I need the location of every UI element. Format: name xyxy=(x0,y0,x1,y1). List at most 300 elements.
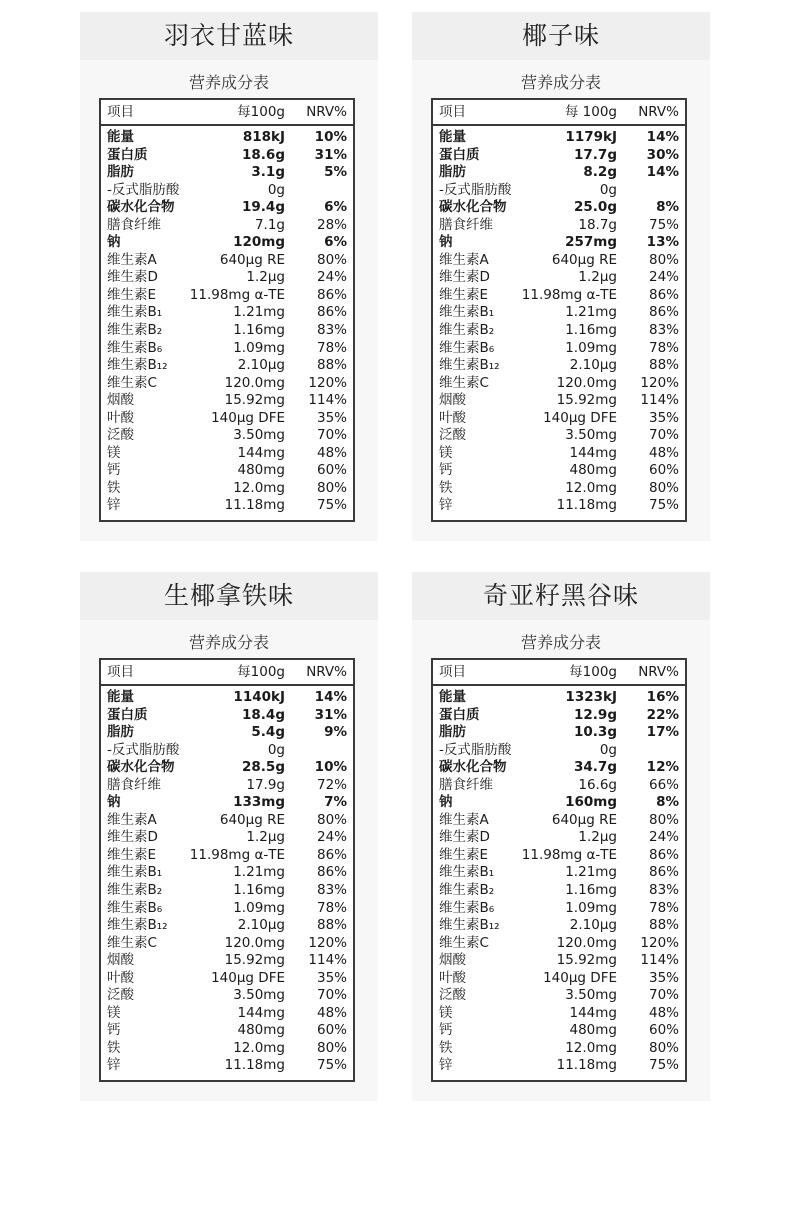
nutrient-amount: 1.21mg xyxy=(233,864,285,881)
table-row xyxy=(439,864,679,882)
nutrient-nrv: 80% xyxy=(648,251,679,268)
nutrient-nrv: 31% xyxy=(314,146,347,163)
nutrient-amount: 2.10μg xyxy=(569,917,617,934)
nutrient-name: 烟酸 xyxy=(107,392,134,409)
nutrient-amount: 18.6g xyxy=(242,146,285,163)
header-per100g: 每100g xyxy=(569,664,617,680)
table-caption: 营养成分表 xyxy=(520,633,601,652)
nutrient-nrv: 88% xyxy=(648,917,679,934)
table-row xyxy=(107,269,347,287)
nutrient-name: 脂肪 xyxy=(439,724,466,741)
nutrient-nrv: 35% xyxy=(316,409,347,426)
nutrient-nrv: 6% xyxy=(324,234,347,251)
table-row xyxy=(439,480,679,498)
table-row xyxy=(439,287,679,305)
nutrient-name: 铁 xyxy=(439,1039,453,1056)
nutrient-name: 铁 xyxy=(439,479,453,496)
nutrient-nrv: 120% xyxy=(308,934,347,951)
nutrient-name: 锌 xyxy=(107,1057,121,1074)
nutrient-amount: 1.21mg xyxy=(565,864,617,881)
header-per100g: 每 100g xyxy=(564,104,617,120)
nutrient-name: 泛酸 xyxy=(439,987,466,1004)
nutrition-table xyxy=(99,98,355,522)
nutrient-amount: 1.16mg xyxy=(565,882,617,899)
nutrient-nrv: 78% xyxy=(316,899,347,916)
nutrient-nrv: 35% xyxy=(316,969,347,986)
nutrient-amount: 12.0mg xyxy=(233,479,285,496)
nutrient-name: 膳食纤维 xyxy=(107,216,161,233)
nutrient-nrv: 24% xyxy=(316,269,347,286)
table-row xyxy=(439,304,679,322)
nutrition-table xyxy=(431,98,687,522)
nutrient-amount: 28.5g xyxy=(242,759,285,776)
nutrient-amount: 480mg xyxy=(569,462,617,479)
nutrient-name: 维生素D xyxy=(439,829,490,846)
nutrient-nrv: 5% xyxy=(324,164,347,181)
nutrient-nrv: 10% xyxy=(314,129,347,145)
table-row xyxy=(107,970,347,988)
nutrient-name: 钠 xyxy=(107,794,121,811)
table-row xyxy=(439,882,679,900)
nutrient-amount: 480mg xyxy=(569,1022,617,1039)
table-body xyxy=(433,126,685,515)
table-row xyxy=(439,129,679,147)
nutrient-name: 维生素E xyxy=(107,846,157,863)
nutrient-nrv: 60% xyxy=(648,462,679,479)
nutrient-name: 碳水化合物 xyxy=(107,199,175,216)
table-row xyxy=(439,322,679,340)
nutrient-name: 维生素D xyxy=(107,269,158,286)
nutrient-name: 钠 xyxy=(439,794,453,811)
nutrient-nrv: 31% xyxy=(314,706,347,723)
nutrient-name: 蛋白质 xyxy=(439,146,480,163)
nutrient-nrv: 83% xyxy=(648,322,679,339)
table-row xyxy=(107,1040,347,1058)
nutrient-name: 烟酸 xyxy=(439,392,466,409)
table-row xyxy=(107,1022,347,1040)
table-row xyxy=(107,935,347,953)
table-row xyxy=(107,322,347,340)
nutrient-nrv: 48% xyxy=(316,1004,347,1021)
nutrient-amount: 16.6g xyxy=(578,776,617,793)
table-row xyxy=(439,970,679,988)
nutrient-nrv: 8% xyxy=(656,794,679,811)
nutrient-name: 能量 xyxy=(439,689,466,705)
header-per100g: 每100g xyxy=(237,664,285,680)
nutrient-amount: 640μg RE xyxy=(219,811,285,828)
nutrient-nrv: 60% xyxy=(648,1022,679,1039)
nutrient-name: 维生素B₆ xyxy=(107,899,163,916)
table-row xyxy=(107,952,347,970)
nutrient-name: 维生素C xyxy=(107,934,157,951)
nutrient-name: 脂肪 xyxy=(107,164,134,181)
nutrient-amount: 8.2g xyxy=(583,164,617,181)
table-row xyxy=(439,1040,679,1058)
nutrient-nrv: 120% xyxy=(308,374,347,391)
nutrient-nrv xyxy=(617,742,679,760)
nutrient-amount: 3.50mg xyxy=(565,427,617,444)
nutrient-nrv: 80% xyxy=(316,811,347,828)
nutrient-amount: 1140kJ xyxy=(233,689,285,705)
nutrient-amount: 133mg xyxy=(233,794,285,811)
table-row xyxy=(107,217,347,235)
card-body xyxy=(80,60,378,541)
nutrient-nrv xyxy=(285,742,347,760)
nutrient-nrv: 60% xyxy=(316,462,347,479)
nutrient-nrv: 22% xyxy=(646,706,679,723)
nutrient-name: 维生素C xyxy=(439,934,489,951)
nutrient-name: 维生素A xyxy=(439,811,489,828)
nutrient-amount: 1.21mg xyxy=(565,304,617,321)
nutrient-amount: 140μg DFE xyxy=(543,409,617,426)
nutrient-nrv: 75% xyxy=(648,216,679,233)
nutrient-amount: 12.0mg xyxy=(565,479,617,496)
table-row xyxy=(439,777,679,795)
table-caption: 营养成分表 xyxy=(188,633,269,652)
nutrient-name: 镁 xyxy=(107,444,121,461)
card-body xyxy=(412,60,710,541)
nutrient-amount: 19.4g xyxy=(242,199,285,216)
nutrient-nrv: 86% xyxy=(316,864,347,881)
nutrient-amount: 1.09mg xyxy=(233,339,285,356)
nutrient-amount: 1179kJ xyxy=(565,129,617,145)
nutrient-nrv: 75% xyxy=(648,1057,679,1074)
nutrient-nrv: 80% xyxy=(316,251,347,268)
nutrient-nrv: 83% xyxy=(648,882,679,899)
nutrient-name: 维生素C xyxy=(439,374,489,391)
nutrient-name: 叶酸 xyxy=(107,969,134,986)
table-row xyxy=(107,287,347,305)
nutrient-nrv: 86% xyxy=(648,304,679,321)
table-row xyxy=(107,410,347,428)
table-row xyxy=(107,497,347,515)
flavor-card xyxy=(412,12,710,541)
nutrient-name: 维生素B₆ xyxy=(439,339,495,356)
nutrient-name: 维生素A xyxy=(107,251,157,268)
nutrient-name: 维生素B₆ xyxy=(439,899,495,916)
nutrient-nrv: 13% xyxy=(646,234,679,251)
nutrient-name: 蛋白质 xyxy=(107,706,148,723)
nutrient-amount: 480mg xyxy=(237,462,285,479)
table-row xyxy=(439,1005,679,1023)
nutrient-nrv: 16% xyxy=(646,689,679,705)
nutrient-nrv: 48% xyxy=(648,1004,679,1021)
nutrient-name: -反式脂肪酸 xyxy=(107,181,180,198)
header-nrv: NRV% xyxy=(638,104,679,120)
nutrient-nrv: 14% xyxy=(646,164,679,181)
table-row xyxy=(107,304,347,322)
nutrient-nrv: 86% xyxy=(316,286,347,303)
nutrient-amount: 18.7g xyxy=(578,216,617,233)
nutrient-amount: 0g xyxy=(267,181,285,198)
nutrient-name: 碳水化合物 xyxy=(439,759,507,776)
nutrient-name: 维生素A xyxy=(107,811,157,828)
nutrient-name: 泛酸 xyxy=(107,987,134,1004)
table-caption: 营养成分表 xyxy=(188,73,269,92)
nutrient-amount: 144mg xyxy=(237,1004,285,1021)
nutrient-name: 膳食纤维 xyxy=(439,216,493,233)
table-row xyxy=(439,742,679,760)
nutrient-nrv: 35% xyxy=(648,409,679,426)
nutrient-name: 维生素B₁ xyxy=(107,304,163,321)
table-row xyxy=(439,340,679,358)
nutrient-amount: 15.92mg xyxy=(224,392,285,409)
nutrient-name: 脂肪 xyxy=(107,724,134,741)
card-body xyxy=(80,620,378,1101)
nutrient-amount: 480mg xyxy=(237,1022,285,1039)
nutrient-name: 叶酸 xyxy=(439,969,466,986)
table-row xyxy=(439,987,679,1005)
nutrient-name: 维生素B₁ xyxy=(439,864,495,881)
nutrient-name: -反式脂肪酸 xyxy=(439,181,512,198)
table-header xyxy=(433,660,685,686)
nutrient-amount: 12.0mg xyxy=(565,1039,617,1056)
nutrient-nrv: 24% xyxy=(648,829,679,846)
table-row xyxy=(107,340,347,358)
nutrient-amount: 1.2μg xyxy=(578,269,617,286)
table-row xyxy=(107,882,347,900)
table-row xyxy=(439,847,679,865)
nutrient-name: 维生素E xyxy=(107,286,157,303)
nutrient-amount: 1.16mg xyxy=(233,322,285,339)
nutrient-name: 烟酸 xyxy=(107,952,134,969)
header-nrv: NRV% xyxy=(306,104,347,120)
table-row xyxy=(439,164,679,182)
table-body xyxy=(101,686,353,1075)
nutrient-nrv xyxy=(285,182,347,200)
nutrient-nrv: 114% xyxy=(308,952,347,969)
table-row xyxy=(107,375,347,393)
table-row xyxy=(439,199,679,217)
nutrient-amount: 10.3g xyxy=(574,724,617,741)
header-per100g: 每100g xyxy=(237,104,285,120)
nutrient-nrv: 88% xyxy=(316,917,347,934)
nutrient-amount: 11.18mg xyxy=(556,1057,617,1074)
table-row xyxy=(107,987,347,1005)
table-row xyxy=(107,1057,347,1075)
nutrient-amount: 15.92mg xyxy=(224,952,285,969)
flavor-card xyxy=(80,12,378,541)
nutrient-name: 维生素D xyxy=(107,829,158,846)
nutrient-name: 维生素C xyxy=(107,374,157,391)
nutrient-amount: 3.50mg xyxy=(565,987,617,1004)
nutrient-amount: 15.92mg xyxy=(556,392,617,409)
flavor-title: 生椰拿铁味 xyxy=(80,572,378,620)
nutrient-amount: 2.10μg xyxy=(237,357,285,374)
nutrient-amount: 17.9g xyxy=(246,776,285,793)
table-row xyxy=(107,252,347,270)
nutrient-nrv: 86% xyxy=(316,846,347,863)
nutrient-nrv: 48% xyxy=(316,444,347,461)
table-row xyxy=(107,847,347,865)
nutrient-name: 叶酸 xyxy=(439,409,466,426)
nutrient-name: 脂肪 xyxy=(439,164,466,181)
nutrient-nrv: 72% xyxy=(316,776,347,793)
nutrient-amount: 7.1g xyxy=(254,216,285,233)
nutrient-amount: 144mg xyxy=(569,444,617,461)
nutrient-name: 烟酸 xyxy=(439,952,466,969)
table-row xyxy=(107,462,347,480)
nutrient-nrv: 28% xyxy=(316,216,347,233)
table-row xyxy=(439,462,679,480)
nutrient-amount: 2.10μg xyxy=(237,917,285,934)
nutrient-nrv: 83% xyxy=(316,882,347,899)
nutrient-name: 维生素B₆ xyxy=(107,339,163,356)
nutrient-amount: 25.0g xyxy=(574,199,617,216)
nutrient-name: 膳食纤维 xyxy=(439,776,493,793)
nutrient-nrv: 14% xyxy=(314,689,347,705)
nutrient-name: 铁 xyxy=(107,1039,121,1056)
table-row xyxy=(439,707,679,725)
nutrient-name: 碳水化合物 xyxy=(107,759,175,776)
nutrient-nrv: 70% xyxy=(316,427,347,444)
nutrient-amount: 11.18mg xyxy=(556,497,617,514)
nutrient-amount: 1.2μg xyxy=(246,829,285,846)
table-row xyxy=(439,689,679,707)
nutrient-amount: 120mg xyxy=(233,234,285,251)
table-row xyxy=(439,1057,679,1075)
nutrient-amount: 640μg RE xyxy=(551,811,617,828)
flavor-title: 奇亚籽黑谷味 xyxy=(412,572,710,620)
nutrient-amount: 11.98mg α-TE xyxy=(189,846,285,863)
header-item: 项目 xyxy=(107,104,134,120)
nutrient-name: 镁 xyxy=(107,1004,121,1021)
nutrient-name: -反式脂肪酸 xyxy=(107,741,180,758)
nutrient-amount: 818kJ xyxy=(242,129,285,145)
nutrient-amount: 0g xyxy=(599,741,617,758)
nutrient-amount: 144mg xyxy=(237,444,285,461)
nutrient-amount: 140μg DFE xyxy=(543,969,617,986)
nutrient-name: 蛋白质 xyxy=(107,146,148,163)
nutrient-name: 钙 xyxy=(107,462,121,479)
nutrient-nrv: 114% xyxy=(640,952,679,969)
nutrient-name: 钙 xyxy=(439,462,453,479)
nutrient-nrv: 17% xyxy=(646,724,679,741)
table-row xyxy=(107,164,347,182)
nutrient-amount: 140μg DFE xyxy=(211,969,285,986)
nutrient-name: 蛋白质 xyxy=(439,706,480,723)
table-row xyxy=(107,427,347,445)
table-row xyxy=(107,147,347,165)
nutrient-amount: 144mg xyxy=(569,1004,617,1021)
table-row xyxy=(439,952,679,970)
nutrient-nrv: 8% xyxy=(656,199,679,216)
nutrient-name: 锌 xyxy=(439,1057,453,1074)
card-body xyxy=(412,620,710,1101)
table-body xyxy=(433,686,685,1075)
nutrient-name: 维生素D xyxy=(439,269,490,286)
nutrient-name: 钠 xyxy=(107,234,121,251)
nutrient-name: 能量 xyxy=(107,689,134,705)
nutrient-name: 钠 xyxy=(439,234,453,251)
table-row xyxy=(107,794,347,812)
nutrient-nrv: 83% xyxy=(316,322,347,339)
table-row xyxy=(439,269,679,287)
nutrient-name: 维生素B₂ xyxy=(107,322,163,339)
nutrient-nrv: 86% xyxy=(648,864,679,881)
nutrient-name: 镁 xyxy=(439,1004,453,1021)
nutrient-name: 维生素B₁ xyxy=(107,864,163,881)
nutrient-amount: 17.7g xyxy=(574,146,617,163)
table-row xyxy=(439,410,679,428)
table-row xyxy=(439,427,679,445)
nutrient-nrv: 35% xyxy=(648,969,679,986)
header-item: 项目 xyxy=(439,104,466,120)
table-row xyxy=(107,234,347,252)
table-header xyxy=(433,100,685,126)
nutrient-name: 维生素B₂ xyxy=(439,882,495,899)
flavor-card xyxy=(412,572,710,1101)
nutrient-nrv: 80% xyxy=(648,479,679,496)
nutrient-amount: 3.1g xyxy=(251,164,285,181)
table-row xyxy=(107,182,347,200)
nutrient-nrv: 80% xyxy=(648,811,679,828)
nutrient-name: 膳食纤维 xyxy=(107,776,161,793)
nutrient-nrv: 114% xyxy=(640,392,679,409)
table-row xyxy=(107,707,347,725)
nutrient-amount: 5.4g xyxy=(251,724,285,741)
nutrient-amount: 15.92mg xyxy=(556,952,617,969)
table-row xyxy=(107,724,347,742)
header-item: 项目 xyxy=(439,664,466,680)
table-row xyxy=(107,829,347,847)
nutrient-nrv xyxy=(617,182,679,200)
nutrient-amount: 1323kJ xyxy=(565,689,617,705)
nutrient-nrv: 10% xyxy=(314,759,347,776)
table-row xyxy=(439,234,679,252)
nutrient-amount: 11.18mg xyxy=(224,1057,285,1074)
table-row xyxy=(439,182,679,200)
nutrient-amount: 1.16mg xyxy=(233,882,285,899)
nutrient-name: 钙 xyxy=(107,1022,121,1039)
nutrient-nrv: 78% xyxy=(648,339,679,356)
nutrient-name: 泛酸 xyxy=(107,427,134,444)
nutrient-amount: 1.2μg xyxy=(246,269,285,286)
flavor-card xyxy=(80,572,378,1101)
nutrient-nrv: 120% xyxy=(640,374,679,391)
header-nrv: NRV% xyxy=(306,664,347,680)
nutrient-nrv: 24% xyxy=(316,829,347,846)
table-row xyxy=(439,392,679,410)
nutrient-amount: 3.50mg xyxy=(233,427,285,444)
table-row xyxy=(107,864,347,882)
table-row xyxy=(439,357,679,375)
table-header xyxy=(101,660,353,686)
nutrient-nrv: 70% xyxy=(316,987,347,1004)
table-row xyxy=(107,777,347,795)
nutrient-name: 镁 xyxy=(439,444,453,461)
table-row xyxy=(439,794,679,812)
nutrient-amount: 1.09mg xyxy=(565,339,617,356)
table-row xyxy=(107,812,347,830)
nutrient-name: 锌 xyxy=(439,497,453,514)
table-row xyxy=(107,689,347,707)
nutrient-nrv: 78% xyxy=(316,339,347,356)
nutrient-nrv: 70% xyxy=(648,987,679,1004)
table-row xyxy=(107,445,347,463)
nutrient-nrv: 30% xyxy=(646,146,679,163)
nutrient-amount: 120.0mg xyxy=(556,374,617,391)
nutrient-name: 维生素B₁₂ xyxy=(107,357,168,374)
nutrient-nrv: 66% xyxy=(648,776,679,793)
nutrient-nrv: 78% xyxy=(648,899,679,916)
nutrient-amount: 120.0mg xyxy=(224,934,285,951)
nutrient-nrv: 120% xyxy=(640,934,679,951)
table-row xyxy=(439,445,679,463)
nutrient-amount: 2.10μg xyxy=(569,357,617,374)
flavor-title: 羽衣甘蓝味 xyxy=(80,12,378,60)
nutrient-name: 维生素B₁₂ xyxy=(439,357,500,374)
